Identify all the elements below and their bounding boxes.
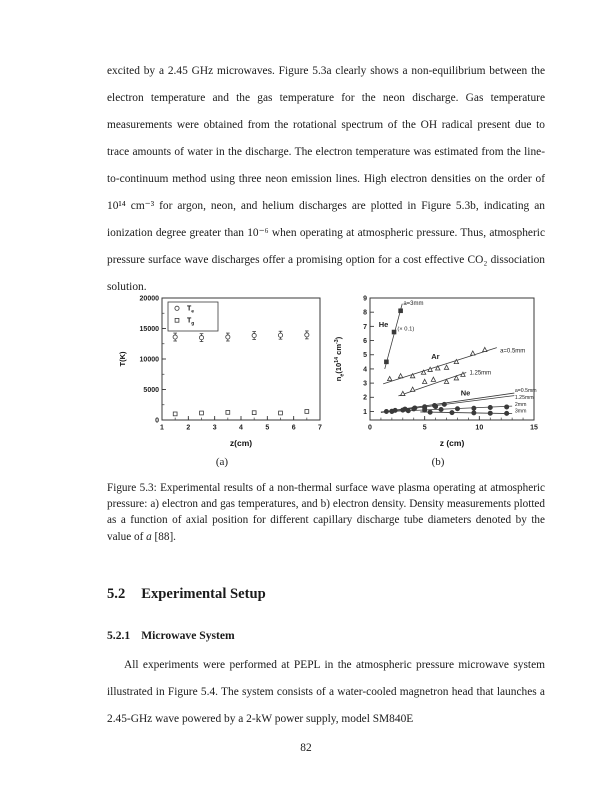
section-title: Experimental Setup <box>141 586 266 602</box>
subsection-number: 5.2.1 <box>107 629 131 642</box>
svg-text:6: 6 <box>291 424 296 432</box>
svg-text:Ne: Ne <box>460 388 471 398</box>
section-number: 5.2 <box>107 586 126 602</box>
svg-text:10000: 10000 <box>139 356 159 364</box>
svg-text:5000: 5000 <box>143 386 159 394</box>
svg-text:a=3mm: a=3mm <box>403 301 424 308</box>
svg-text:5: 5 <box>265 424 270 432</box>
svg-text:(× 0.1): (× 0.1) <box>397 326 415 333</box>
svg-text:3: 3 <box>212 424 217 432</box>
svg-text:4: 4 <box>239 424 243 432</box>
svg-text:8: 8 <box>363 309 367 317</box>
paragraph-intro: excited by a 2.45 GHz microwaves. Figure 5.3a clearly shows a non-equilibrium between the electron temperature and the gas temperature for the neon discharge. Gas temperature measurements were obtained from the rotational spectrum of the OH radical present due to trace amounts of water in the discharge. The electron temperature was estimated from the line-to-continuum method using three neon emission lines. High electron densities on the order of 10¹⁴ cm⁻³ for argon, neon, and helium discharges are plotted in Figure 5.3b, indicating an ionization degree greater than 10⁻⁶ when operating at atmospheric pressure. Thus, atmospheric pressure surface wave discharges offer a promising option for a cost effective CO₂ dissociation solution. <box>107 65 545 293</box>
page-number: 82 <box>300 742 312 754</box>
svg-text:4: 4 <box>363 366 367 374</box>
figure-caption <box>107 480 545 545</box>
svg-text:1: 1 <box>160 424 164 432</box>
svg-text:Te: $T_e$ <box>187 305 195 315</box>
subsection-title: Microwave System <box>141 629 235 642</box>
svg-text:z(cm): z(cm) <box>229 438 253 448</box>
paragraph-experimental-setup: All experiments were performed at PEPL in the atmospheric pressure microwave system illustrated in Figure 5.4. The system consists of a water-cooled magnetron head that launches a 2.45-GHz wave powered by a 2-kW power supply, model SM840E <box>107 659 545 725</box>
svg-text:7: 7 <box>318 424 322 432</box>
figure-caption-citation: [88]. <box>151 530 176 543</box>
figure-5-3b-sublabel: (b) <box>431 456 445 468</box>
svg-text:0: 0 <box>155 417 159 425</box>
svg-text:15: 15 <box>530 424 538 432</box>
svg-text:7: 7 <box>363 323 367 331</box>
figure-5-3 <box>116 292 546 468</box>
svg-text:2: 2 <box>186 424 191 432</box>
svg-text:0: 0 <box>368 424 372 432</box>
svg-text:a=0.5mm: a=0.5mm <box>500 348 526 355</box>
svg-text:a=0.5mm: a=0.5mm <box>514 387 537 394</box>
svg-text:5: 5 <box>363 352 367 360</box>
svg-text:2mm: 2mm <box>514 401 527 408</box>
svg-text:1.25mm: 1.25mm <box>469 370 492 377</box>
svg-text:Tg: $T_g$ <box>187 317 195 327</box>
figure-5-3b-density-chart <box>332 292 544 450</box>
figure-5-3b-block <box>332 292 544 468</box>
svg-text:9: 9 <box>363 295 367 303</box>
svg-text:z (cm): z (cm) <box>439 438 465 448</box>
svg-text:T(K): T(K) <box>118 351 127 367</box>
svg-text:Ar: Ar <box>431 352 440 361</box>
svg-text:5: 5 <box>422 424 427 432</box>
svg-text:3: 3 <box>363 380 367 388</box>
figure-caption-text: Figure 5.3: Experimental results of a non-thermal surface wave plasma operating at atmospheric pressure: a) electron and gas temperatures, and b) electron density. Density measurements plotted as a function of axial position for different capillary discharge tube diameters denoted by the value of <box>107 482 545 543</box>
figure-caption-variable-a: a <box>146 530 152 543</box>
section-heading <box>107 586 545 603</box>
svg-text:He: He <box>378 320 389 330</box>
svg-text:15000: 15000 <box>139 325 159 333</box>
svg-text:3mm: 3mm <box>514 408 527 415</box>
svg-text:1.25mm: 1.25mm <box>514 395 534 402</box>
svg-text:6: 6 <box>363 337 367 345</box>
svg-text:10: 10 <box>475 424 484 432</box>
figure-5-3a-block <box>116 292 328 468</box>
subsection-heading <box>107 629 545 642</box>
figure-5-3a-sublabel: (a) <box>215 456 229 468</box>
svg-text:2: 2 <box>363 394 367 402</box>
svg-text:1: 1 <box>363 408 367 416</box>
svg-text:ne(1014 cm-3): $n_e(10^{14}$ $cm^{-3}$) <box>334 336 346 382</box>
svg-text:20000: 20000 <box>139 295 159 303</box>
figure-5-3a-temperature-chart <box>116 292 328 450</box>
